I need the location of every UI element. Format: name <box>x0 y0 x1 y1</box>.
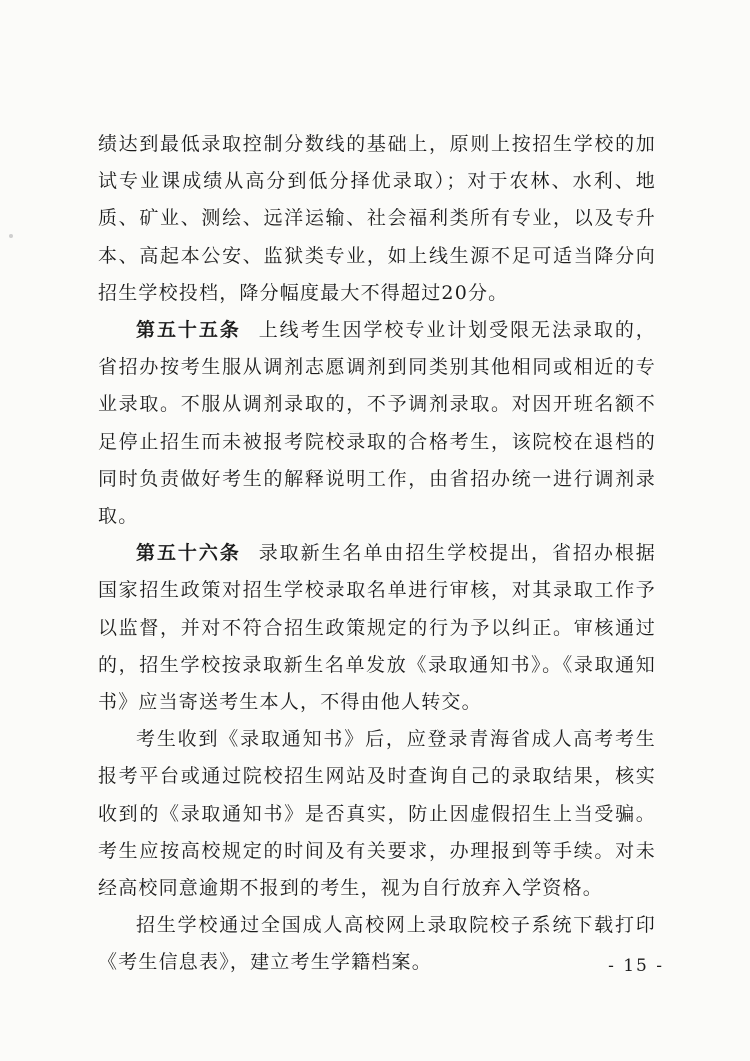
document-body <box>98 126 656 982</box>
paragraph-student-records <box>98 907 656 981</box>
paragraph-text: 招生学校通过全国成人高校网上录取院校子系统下载打印《考生信息表》，建立考生学籍档案。 <box>98 914 656 974</box>
paragraph-article-56 <box>98 535 656 721</box>
scan-speck <box>9 234 13 238</box>
paragraph-admission-notice <box>98 721 656 907</box>
page-number: - 15 - <box>608 956 664 976</box>
article-title: 第五十五条 <box>136 319 241 342</box>
paragraph-text: 绩达到最低录取控制分数线的基础上，原则上按招生学校的加试专业课成绩从高分到低分择优录取）；对于农林、水利、地质、矿业、测绘、远洋运输、社会福利类所有专业，以及专升本、高起本公安、监狱类专业，如上线生源不足可适当降分向招生学校投档，降分幅度最大不得超过20分。 <box>98 133 656 304</box>
article-title: 第五十六条 <box>136 542 241 565</box>
paragraph-article-55 <box>98 312 656 535</box>
paragraph-text: 考生收到《录取通知书》后，应登录青海省成人高考考生报考平台或通过院校招生网站及时查询自己的录取结果，核实收到的《录取通知书》是否真实，防止因虚假招生上当受骗。考生应按高校规定的时间及有关要求，办理报到等手续。对未经高校同意逾期不报到的考生，视为自行放弃入学资格。 <box>98 728 656 900</box>
paragraph-text: 录取新生名单由招生学校提出，省招办根据国家招生政策对招生学校录取名单进行审核，对其录取工作予以监督，并对不符合招生政策规定的行为予以纠正。审核通过的，招生学校按录取新生名单发放《录取通知书》。《录取通知书》应当寄送考生本人，不得由他人转交。 <box>98 542 656 714</box>
paragraph-text: 上线考生因学校专业计划受限无法录取的，省招办按考生服从调剂志愿调剂到同类别其他相同或相近的专业录取。不服从调剂录取的，不予调剂录取。对因开班名额不足停止招生而未被报考院校录取的合格考生，该院校在退档的同时负责做好考生的解释说明工作，由省招办统一进行调剂录取。 <box>98 319 656 528</box>
paragraph-continuation <box>98 126 656 312</box>
